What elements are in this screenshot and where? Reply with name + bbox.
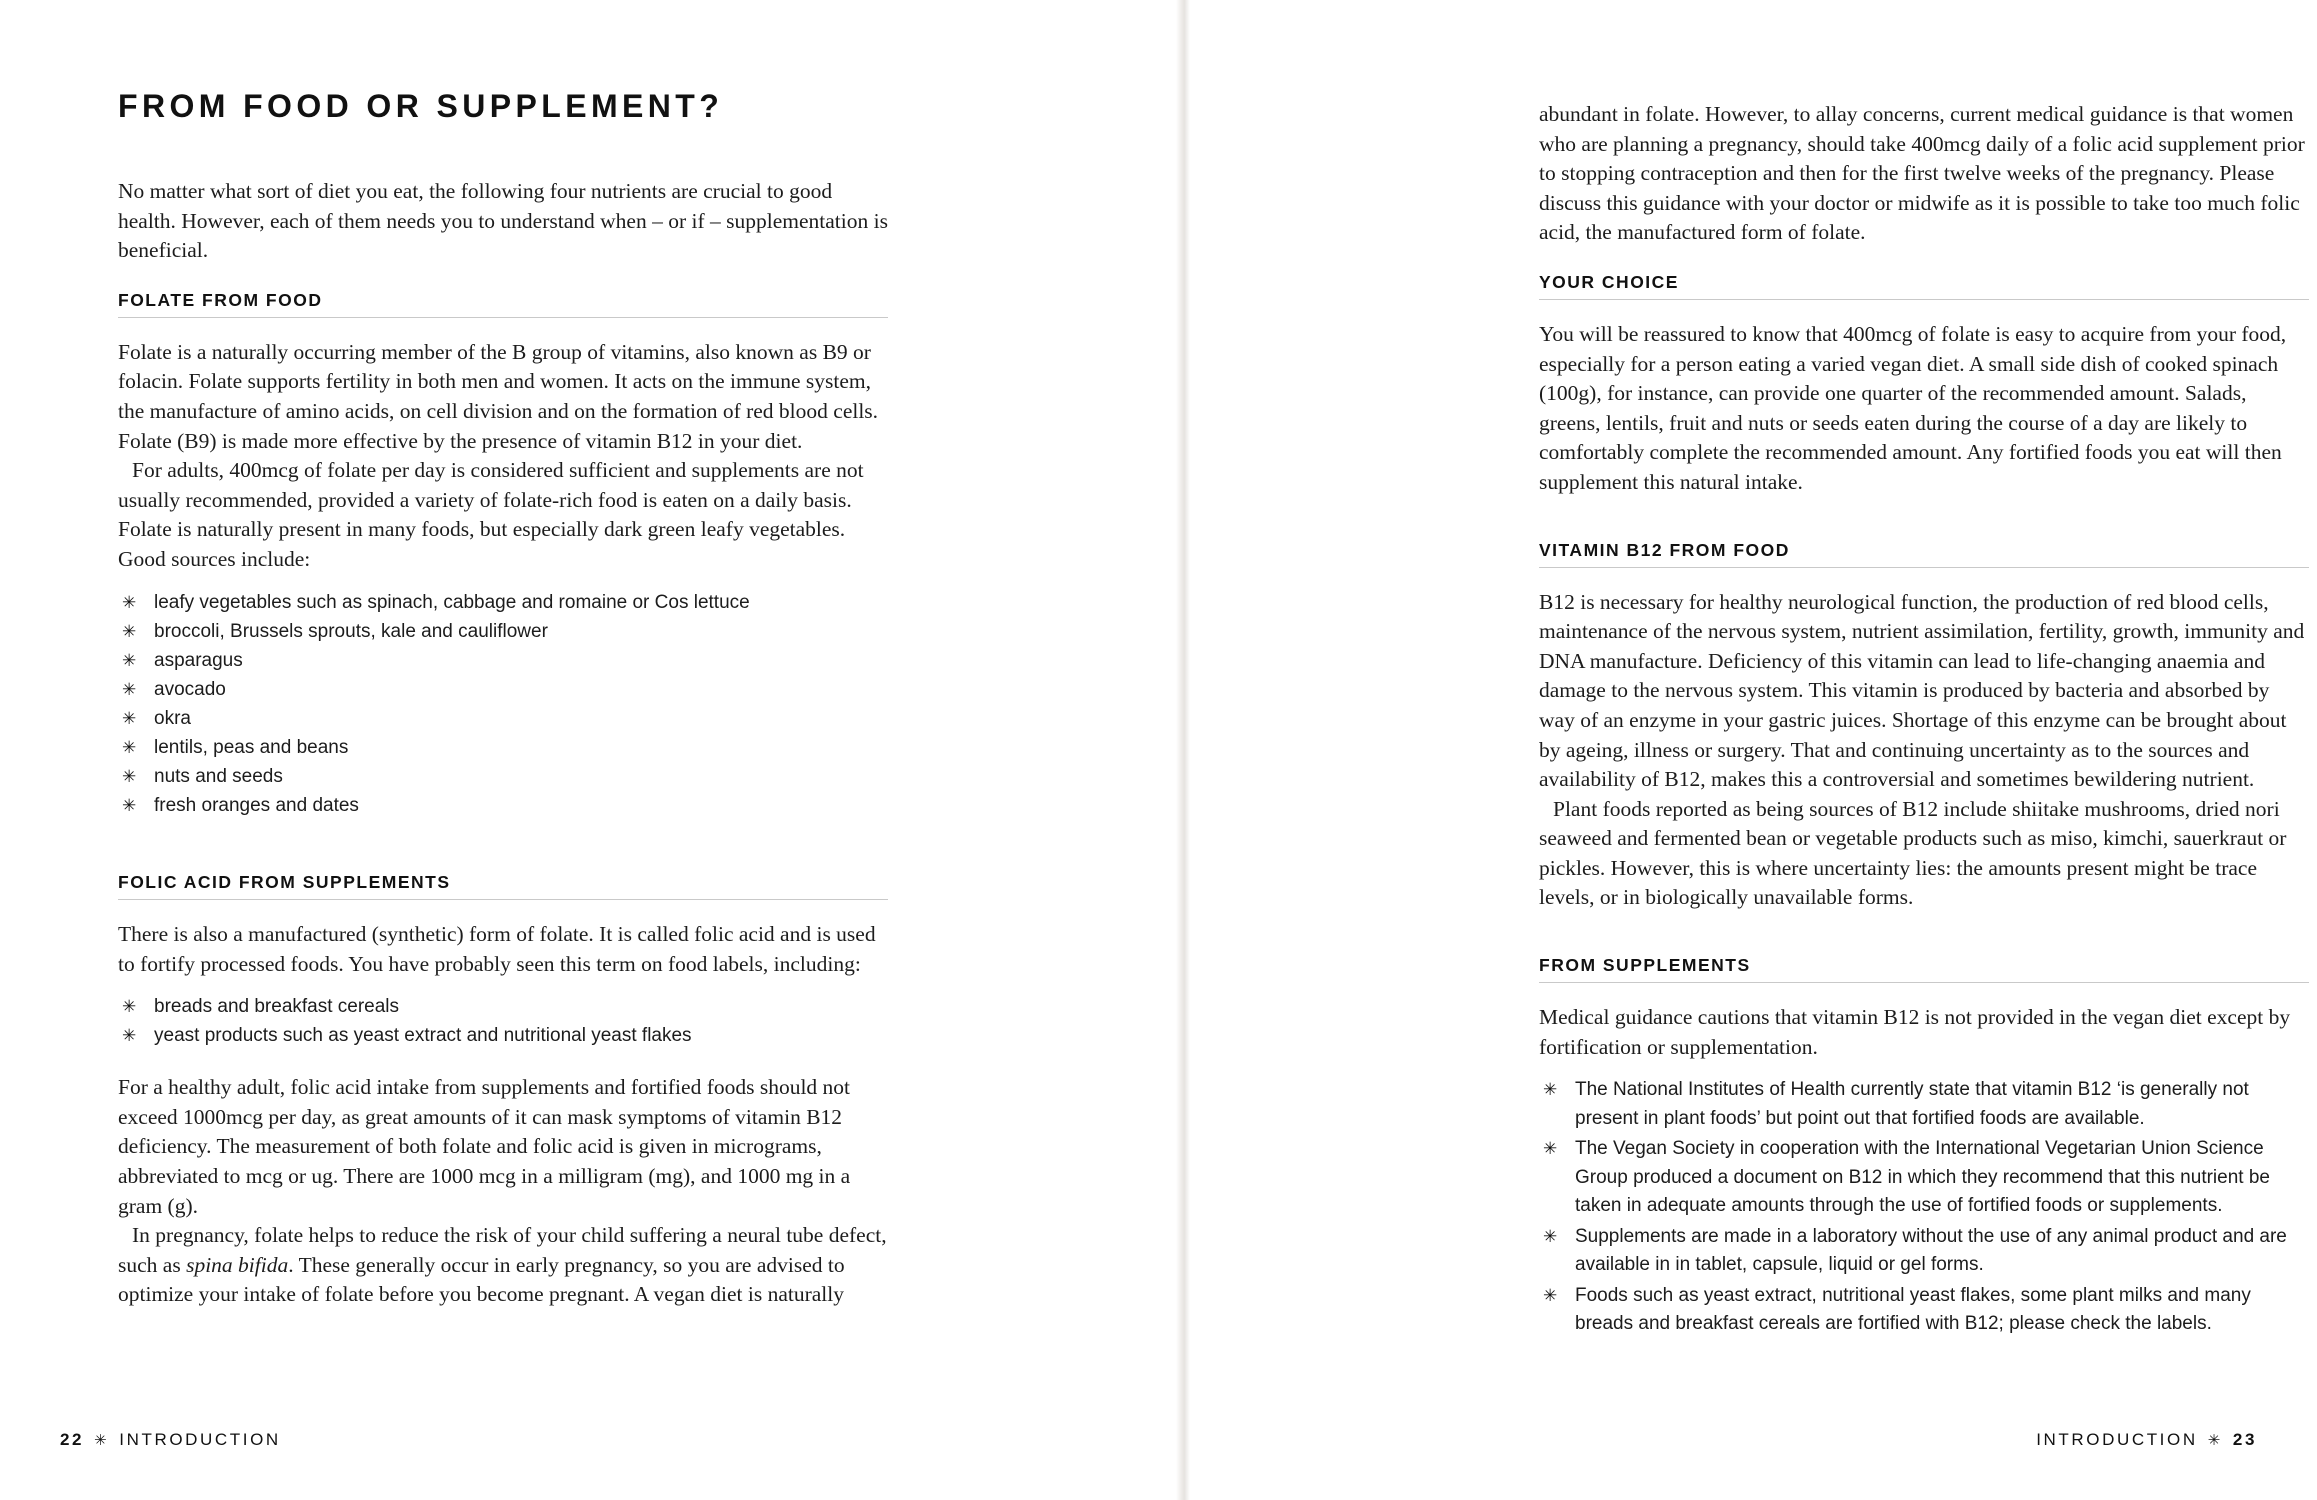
list-item xyxy=(118,734,888,763)
list-item xyxy=(118,993,888,1022)
list-item-label: The Vegan Society in cooperation with the International Vegetarian Union Science Group produced a document on B12 in which they recommend that this nutrient be taken in adequate amounts through the use of fortified foods or supplements. xyxy=(1575,1138,2270,1217)
list-item-label: fresh oranges and dates xyxy=(154,794,359,816)
list-item-label: asparagus xyxy=(154,649,243,671)
section-spacer xyxy=(1539,939,2309,955)
list-item xyxy=(118,589,888,618)
list-item-label: yeast products such as yeast extract and nutritional yeast flakes xyxy=(154,1025,692,1047)
asterisk-bullet-icon: ✳ xyxy=(1543,1285,1558,1305)
page-title: FROM FOOD OR SUPPLEMENT? xyxy=(118,88,724,124)
asterisk-bullet-icon: ✳ xyxy=(122,679,137,699)
section-your-choice xyxy=(1539,272,2309,498)
section-divider xyxy=(1539,567,2309,568)
section-spacer xyxy=(118,846,888,872)
list-item xyxy=(118,792,888,821)
list-item xyxy=(118,676,888,705)
asterisk-bullet-icon: ✳ xyxy=(122,737,137,757)
page-number: 22 xyxy=(60,1430,85,1449)
continuation-paragraph-block xyxy=(1539,100,2309,248)
asterisk-bullet-icon: ✳ xyxy=(122,621,137,641)
list-item-label: The National Institutes of Health currently state that vitamin B12 ‘is generally not present in plant foods’ but point out that fortified foods are available. xyxy=(1575,1079,2249,1129)
page-gutter xyxy=(1176,0,1190,1500)
asterisk-bullet-icon: ✳ xyxy=(1543,1139,1558,1159)
section-folic-acid-from-supplements xyxy=(118,872,888,1310)
section-folate-from-food xyxy=(118,290,888,820)
asterisk-icon: ✳ xyxy=(94,1432,110,1449)
list-item xyxy=(1539,1135,2309,1221)
list-item xyxy=(1539,1282,2309,1339)
section-paragraph: You will be reassured to know that 400mcg of folate is easy to acquire from your food, especially for a person eating a varied vegan diet. A small side dish of cooked spinach (100g), for instance, can provide one quarter of the recommended amount. Salads, greens, lentils, fruit and nuts or seeds eaten during the course of a day are likely to comfortably complete the recommended amount. Any fortified foods you eat will then supplement this natural intake. xyxy=(1539,321,2287,494)
section-vitamin-b12-from-food xyxy=(1539,540,2309,914)
page-right xyxy=(1190,0,2317,1500)
list-item xyxy=(1539,1223,2309,1280)
footer-label: INTRODUCTION xyxy=(119,1430,281,1449)
italic-term: spina bifida xyxy=(186,1252,289,1277)
section-paragraph: For a healthy adult, folic acid intake from supplements and fortified foods should not exceed 1000mcg per day, as great amounts of it can mask symptoms of vitamin B12 deficiency. The measurement of both folate and folic acid is given in micrograms, abbreviated to mcg or ug. There are 1000 mcg in a milligram (mg), and 1000 mg in a gram (g). xyxy=(118,1075,851,1218)
list-item-label: Supplements are made in a laboratory without the use of any animal product and are available in in tablet, capsule, liquid or gel forms. xyxy=(1575,1225,2287,1276)
list-item xyxy=(118,647,888,676)
list-item xyxy=(118,618,888,647)
folate-food-sources-list xyxy=(118,589,888,821)
list-item-label: nuts and seeds xyxy=(154,765,283,787)
section-paragraph: B12 is necessary for healthy neurological function, the production of red blood cells, maintenance of the nervous system, nutrient assimilation, fertility, growth, immunity and DNA manufacture. Deficiency of this vitamin can lead to life-changing anaemia and damage to the nervous system. This vitamin is produced by bacteria and absorbed by way of an enzyme in your gastric juices. Shortage of this enzyme can be brought about by ageing, illness or surgery. That and continuing uncertainty as to the sources and availability of B12, makes this a controversial and sometimes bewildering nutrient. xyxy=(1539,589,2305,792)
list-paragraph-spacer xyxy=(118,1051,888,1073)
asterisk-bullet-icon: ✳ xyxy=(122,650,137,670)
section-divider xyxy=(118,899,888,900)
list-item xyxy=(118,1022,888,1051)
section-heading: YOUR CHOICE xyxy=(1539,271,1679,292)
section-heading: FOLIC ACID FROM SUPPLEMENTS xyxy=(118,872,451,893)
asterisk-bullet-icon: ✳ xyxy=(1543,1080,1558,1100)
asterisk-bullet-icon: ✳ xyxy=(122,708,137,728)
section-heading: FROM SUPPLEMENTS xyxy=(1539,955,1751,976)
list-item-label: Foods such as yeast extract, nutritional yeast flakes, some plant milks and many breads and breakfast cereals are fortified with B12; please check the labels. xyxy=(1575,1284,2251,1335)
section-paragraph: Plant foods reported as being sources of B12 include shiitake mushrooms, dried nori seaweed and fermented bean or vegetable products such as miso, kimchi, sauerkraut or pickles. However, this is where uncertainty lies: the amounts present might be trace levels, or in biologically unavailable forms. xyxy=(1539,796,2287,910)
section-divider xyxy=(1539,299,2309,300)
list-item xyxy=(118,763,888,792)
section-paragraph: Folate is a naturally occurring member of the B group of vitamins, also known as B9 or folacin. Folate supports fertility in both men and women. It acts on the immune system, the manufacture of amino acids, on cell division and on the formation of red blood cells. Folate (B9) is made more effective by the presence of vitamin B12 in your diet. xyxy=(118,339,879,453)
section-paragraph: There is also a manufactured (synthetic) form of folate. It is called folic acid and is used to fortify processed foods. You have probably seen this term on food labels, including: xyxy=(118,922,876,976)
section-from-supplements xyxy=(1539,955,2309,1339)
list-item-label: okra xyxy=(154,707,191,729)
page-number: 23 xyxy=(2232,1430,2257,1449)
list-item-label: breads and breakfast cereals xyxy=(154,996,400,1018)
asterisk-bullet-icon: ✳ xyxy=(122,997,137,1017)
section-paragraph: Medical guidance cautions that vitamin B12 is not provided in the vegan diet except by fortification or supplementation. xyxy=(1539,1005,2291,1059)
list-item-label: broccoli, Brussels sprouts, kale and cauliflower xyxy=(154,620,548,642)
list-item xyxy=(1539,1076,2309,1133)
right-page-content xyxy=(1539,100,2309,1365)
section-paragraph: For adults, 400mcg of folate per day is considered sufficient and supplements are not usually recommended, provided a variety of folate-rich food is eaten on a daily basis. Folate is naturally present in many foods, but especially dark green leafy vegetables. Good sources include: xyxy=(118,458,864,571)
section-spacer xyxy=(1539,524,2309,540)
section-divider xyxy=(118,317,888,318)
asterisk-icon: ✳ xyxy=(2207,1432,2223,1449)
continuation-paragraph: abundant in folate. However, to allay concerns, current medical guidance is that women who are planning a pregnancy, should take 400mcg daily of a folic acid supplement prior to stopping contraception and then for the first twelve weeks of the pregnancy. Please discuss this guidance with your doctor or midwife as it is possible to take too much folic acid, the manufactured form of folate. xyxy=(1539,102,2305,245)
list-item-label: leafy vegetables such as spinach, cabbage and romaine or Cos lettuce xyxy=(154,591,750,613)
intro-paragraph-block xyxy=(118,177,888,266)
intro-paragraph: No matter what sort of diet you eat, the following four nutrients are crucial to good health. However, each of them needs you to understand when – or if – supplementation is beneficial. xyxy=(118,179,888,263)
asterisk-bullet-icon: ✳ xyxy=(1543,1226,1558,1246)
section-divider xyxy=(1539,982,2309,983)
supplements-facts-list xyxy=(1539,1076,2309,1339)
list-item xyxy=(118,705,888,734)
folic-acid-foods-list xyxy=(118,993,888,1051)
list-item-label: avocado xyxy=(154,678,226,700)
asterisk-bullet-icon: ✳ xyxy=(122,1026,137,1046)
footer-label: INTRODUCTION xyxy=(2036,1430,2198,1449)
list-item-label: lentils, peas and beans xyxy=(154,736,349,758)
section-heading: VITAMIN B12 FROM FOOD xyxy=(1539,539,1790,560)
section-heading: FOLATE FROM FOOD xyxy=(118,289,323,310)
asterisk-bullet-icon: ✳ xyxy=(122,795,137,815)
section-paragraph-pregnancy: In pregnancy, folate helps to reduce the risk of your child suffering a neural tube defect, such as spina bifida. These generally occur in early pregnancy, so you are advised to optimize your intake of folate before you become pregnant. A vegan diet is naturally xyxy=(118,1223,887,1307)
footer-left xyxy=(60,1430,281,1450)
footer-right xyxy=(2036,1430,2257,1450)
left-page-content xyxy=(118,88,888,1336)
asterisk-bullet-icon: ✳ xyxy=(122,766,137,786)
asterisk-bullet-icon: ✳ xyxy=(122,592,137,612)
